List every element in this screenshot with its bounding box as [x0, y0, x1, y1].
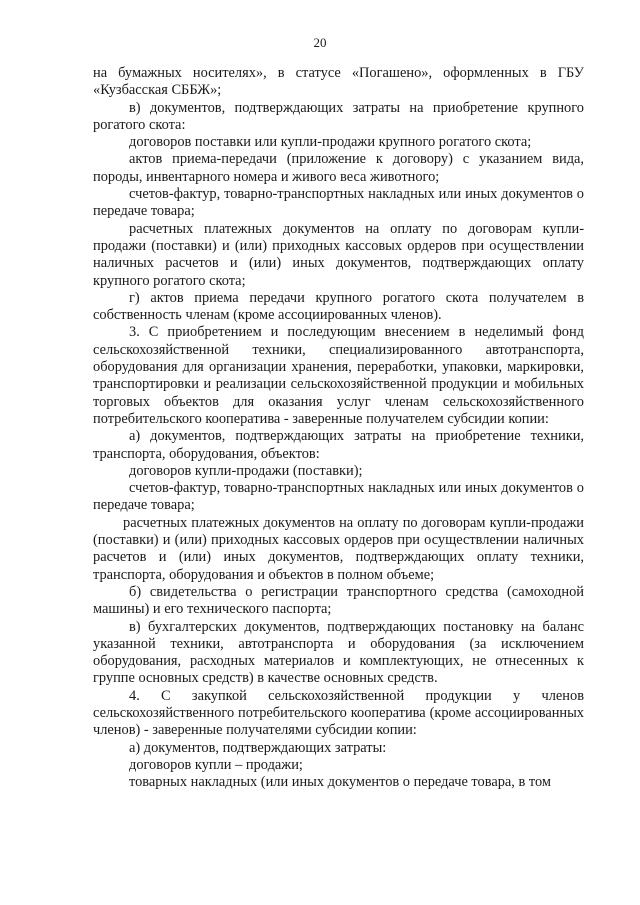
paragraph: в) документов, подтверждающих затраты на приобретение крупного рогатого скота: [93, 99, 584, 133]
paragraph: а) документов, подтверждающих затраты: [129, 739, 387, 756]
paragraph: расчетных платежных документов на оплату по договорам купли-продажи (поставки) и (или) приходных кассовых ордеров при осуществлении наличных расчетов и (или) иных документов, подтверждающих оплату техники, транспорта, оборудования и объектов в полном объеме; [93, 514, 584, 583]
paragraph: счетов-фактур, товарно-транспортных накладных или иных документов о передаче товара; [93, 480, 584, 514]
paragraph: договоров поставки или купли-продажи крупного рогатого скота; [129, 134, 532, 151]
paragraph: товарных накладных (или иных документов о передаче товара, в том [129, 774, 552, 791]
paragraph: а) документов, подтверждающих затраты на приобретение техники, транспорта, оборудования, объектов: [93, 428, 584, 462]
paragraph: в) бухгалтерских документов, подтверждающих постановку на баланс указанной техники, автотранспорта и оборудования (за исключением оборудования, расходных материалов и комплектующих, не отнесенных к группе основных средств) в качестве основных средств. [93, 618, 584, 687]
paragraph: договоров купли – продажи; [129, 756, 303, 773]
paragraph: б) свидетельства о регистрации транспортного средства (самоходной машины) и его технического паспорта; [93, 583, 584, 618]
paragraph: расчетных платежных документов на оплату по договорам купли-продажи (поставки) и (или) приходных кассовых ордеров при осуществлении наличных расчетов и (или) иных документов, подтверждающих оплату крупного рогатого скота; [93, 220, 584, 289]
paragraph: г) актов приема передачи крупного рогатого скота получателем в собственность членам (кроме ассоциированных членов). [93, 289, 584, 324]
paragraph: договоров купли-продажи (поставки); [129, 462, 363, 479]
page-number: 20 [313, 35, 327, 50]
paragraph: 3. С приобретением и последующим внесением в неделимый фонд сельскохозяйственной техники, специализированного автотранспорта, оборудования для организации хранения, переработки, упаковки, маркировки, транспортировки и реализации сельскохозяйственной продукции и мобильных торговых объектов для оказания услуг членам сельскохозяйственного потребительского кооператива - заверенные получателем субсидии копии: [93, 324, 584, 427]
paragraph: счетов-фактур, товарно-транспортных накладных или иных документов о передаче товара; [93, 186, 584, 220]
paragraph: 4. С закупкой сельскохозяйственной продукции у членов сельскохозяйственного потребительского кооператива (кроме ассоциированных членов) - заверенные получателями субсидии копии: [93, 687, 584, 739]
paragraph: актов приема-передачи (приложение к договору) с указанием вида, породы, инвентарного номера и живого веса животного; [93, 151, 584, 185]
document-body [93, 65, 584, 791]
paragraph: на бумажных носителях», в статусе «Погашено», оформленных в ГБУ «Кузбасская СББЖ»; [93, 65, 584, 99]
